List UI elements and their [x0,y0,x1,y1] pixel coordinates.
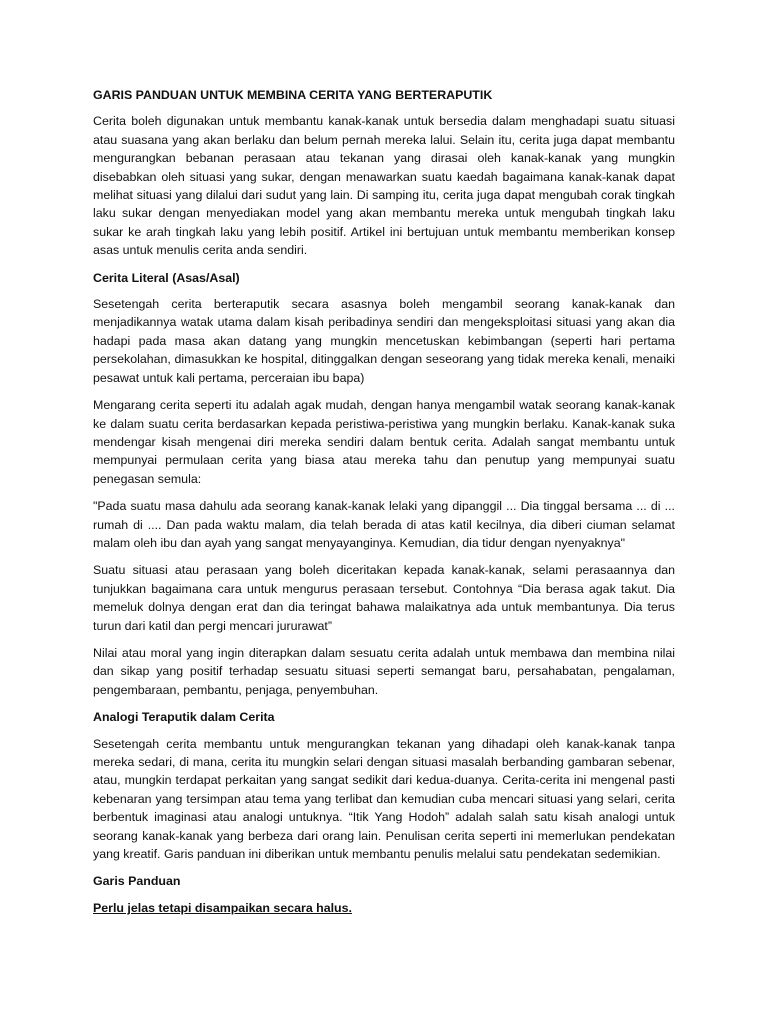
paragraph: Sesetengah cerita membantu untuk mengurangkan tekanan yang dihadapi oleh kanak-kanak tanpa mereka sedari, di mana, cerita itu mungkin selari dengan situasi masalah berbanding gambaran sebenar, atau, mungkin terdapat perkaitan yang sangat sedikit dari kedua-duanya. Cerita-cerita ini mengenal pasti kebenaran yang tersimpan atau tema yang terlibat dan kemudian cuba mencari situasi yang selari, cerita berbentuk imaginasi atau analogi untuknya. “Itik Yang Hodoh” adalah salah satu kisah analogi untuk seorang kanak-kanak yang berbeza dari orang lain. Penulisan cerita seperti ini memerlukan pendekatan yang kreatif. Garis panduan ini diberikan untuk membantu penulis melalui satu pendekatan sedemikian. [93,736,675,862]
document-title: GARIS PANDUAN UNTUK MEMBINA CERITA YANG BERTERAPUTIK [93,88,493,102]
paragraph: Suatu situasi atau perasaan yang boleh diceritakan kepada kanak-kanak, selami perasaannya dan tunjukkan bagaimana cara untuk mengurus perasaan tersebut. Contohnya “Dia berasa agak takut. Dia memeluk dolnya dengan erat dan dia teringat bahawa malaikatnya ada untuk membantunya. Dia terus turun dari katil dan pergi mencari jururawat” [93,563,675,633]
paragraph: Nilai atau moral yang ingin diterapkan dalam sesuatu cerita adalah untuk membawa dan membina nilai dan sikap yang positif terhadap sesuatu situasi seperti semangat baru, persahabatan, pengalaman, pengembaraan, pembantu, penjaga, penyembuhan. [93,645,675,697]
intro-paragraph: Cerita boleh digunakan untuk membantu kanak-kanak untuk bersedia dalam menghadapi suatu situasi atau suasana yang akan berlaku dan belum pernah mereka lalui. Selain itu, cerita juga dapat membantu mengurangkan bebanan perasaan atau tekanan yang dirasai oleh kanak-kanak yang mungkin disebabkan oleh situasi yang sukar, dengan menawarkan suatu kaedah bagaimana kanak-kanak dapat melihat situasi yang dilalui dari sudut yang lain. Di samping itu, cerita juga dapat mengubah corak tingkah laku sukar dengan menyediakan model yang akan membantu mereka untuk mengubah tingkah laku sukar ke arah tingkah laku yang lebih positif. Artikel ini bertujuan untuk membantu memberikan konsep asas untuk menulis cerita anda sendiri. [93,114,675,258]
paragraph: Sesetengah cerita berteraputik secara asasnya boleh mengambil seorang kanak-kanak dan menjadikannya watak utama dalam kisah peribadinya sendiri dan mengeksploitasi situasi yang akan dia hadapi pada masa akan datang yang mungkin mencetuskan kebimbangan (seperti hari pertama persekolahan, dimasukkan ke hospital, ditinggalkan dengan seseorang yang tidak mereka kenali, menaiki pesawat untuk kali pertama, perceraian ibu bapa) [93,297,675,385]
paragraph: Mengarang cerita seperti itu adalah agak mudah, dengan hanya mengambil watak seorang kanak-kanak ke dalam suatu cerita berdasarkan kepada peristiwa-peristiwa yang mungkin berlaku. Kanak-kanak suka mendengar kisah mengenai diri mereka sendiri dalam bentuk cerita. Adalah sangat membantu untuk mempunyai permulaan cerita yang biasa atau mereka tahu dan penutup yang mempunyai suatu penegasan semula: [93,398,675,486]
document-page [93,86,675,917]
guideline-subheading: Perlu jelas tetapi disampaikan secara halus. [93,900,352,915]
quote-paragraph: "Pada suatu masa dahulu ada seorang kanak-kanak lelaki yang dipanggil ... Dia tinggal bersama ... di ... rumah di .... Dan pada waktu malam, dia telah berada di atas katil kecilnya, dia diberi ciuman selamat malam oleh ibu dan ayah yang sangat menyayanginya. Kemudian, dia tidur dengan nyenyaknya" [93,499,675,550]
section-heading-literal: Cerita Literal (Asas/Asal) [93,270,240,285]
section-heading-analogy: Analogi Teraputik dalam Cerita [93,710,275,725]
section-heading-guidelines: Garis Panduan [93,874,181,889]
